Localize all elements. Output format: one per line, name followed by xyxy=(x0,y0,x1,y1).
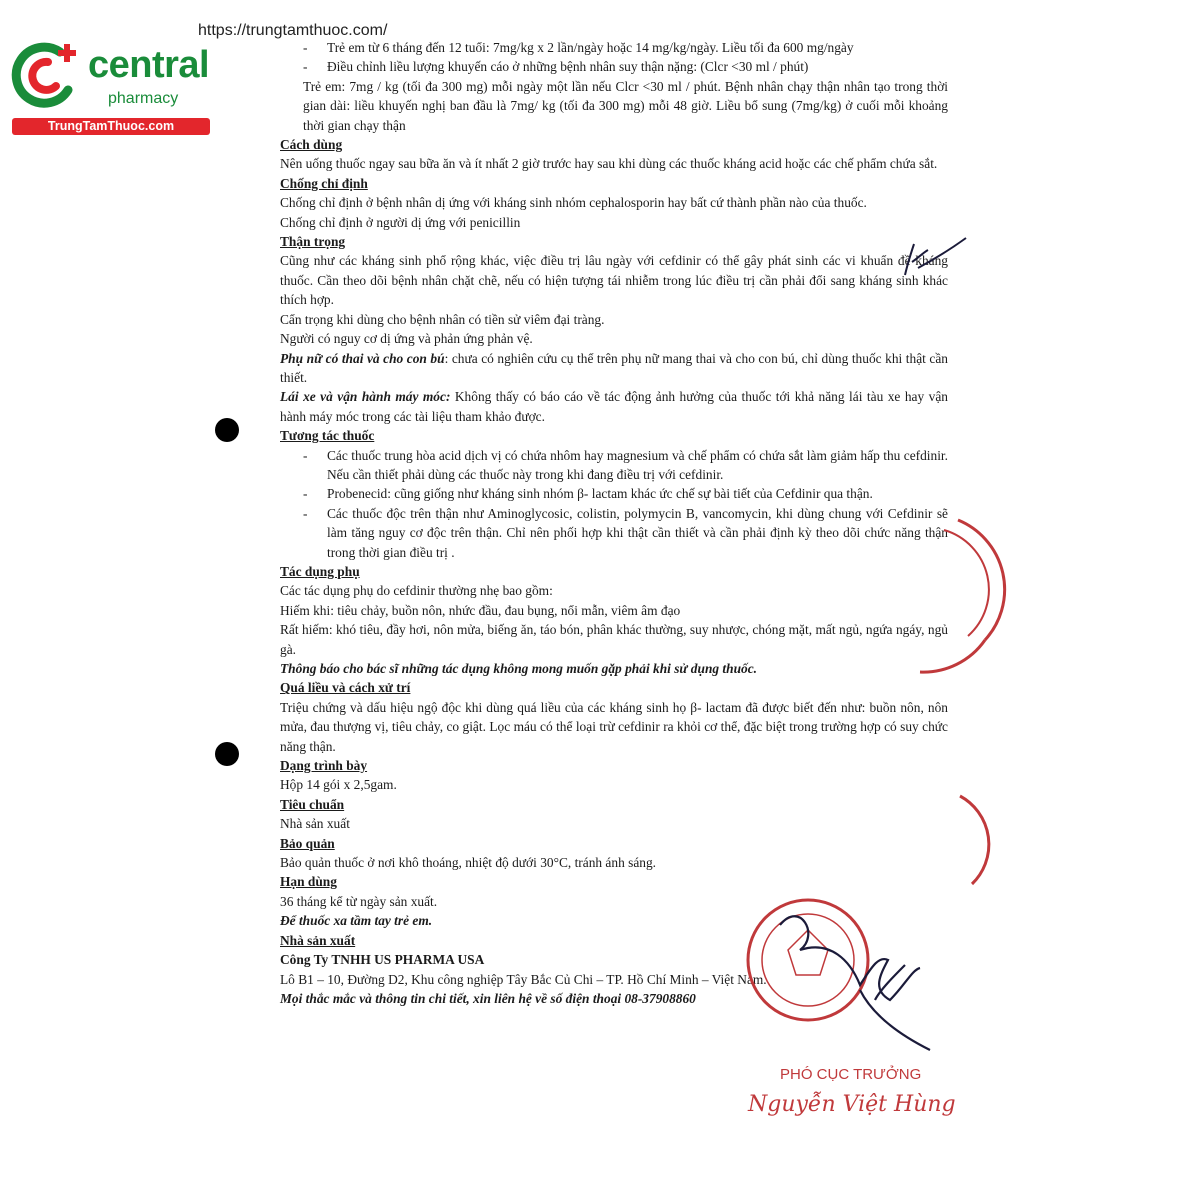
central-pharmacy-logo[interactable] xyxy=(10,38,215,138)
overdose-heading: Quá liều và cách xử trí xyxy=(280,680,411,696)
packaging-heading: Dạng trình bày xyxy=(280,758,368,774)
contact-line: Mọi thắc mắc và thông tin chi tiết, xin liên hệ về số điện thoại 08-37908860 xyxy=(280,990,696,1006)
driving-paragraph xyxy=(280,387,948,426)
side-effects-text: Các tác dụng phụ do cefdinir thường nhẹ bao gồm: xyxy=(280,583,553,599)
company-stamp-arc xyxy=(958,520,1005,640)
interaction-item: - Các thuốc độc trên thận như Aminoglycosic, colistin, polymycin B, vancomycin, khi dùng chung với Cefdinir sẽ làm tăng nguy cơ độc trên thận. Chỉ nên phối hợp khi thật cần thiết và cần phải định kỳ theo dõi chức năng thận trong thời gian điều trị . xyxy=(280,504,948,562)
caution-text: Cũng như các kháng sinh phổ rộng khác, việc điều trị lâu ngày với cefdinir có thể gây phát sinh các vi khuẩn đề kháng thuốc. Cần theo dõi bệnh nhân chặt chẽ, nếu có hiện tượng tái nhiễm trong lúc điều trị cần phải đổi sang kháng sinh khác thích hợp. xyxy=(280,253,948,308)
contraindication-text: Chống chỉ định ở người dị ứng với penicillin xyxy=(280,214,521,230)
contraindication-heading: Chống chỉ định xyxy=(280,175,368,191)
pregnancy-text: : chưa có nghiên cứu cụ thể trên phụ nữ mang thai và cho con bú, chỉ dùng thuốc khi thật cần thiết. xyxy=(280,350,949,385)
side-effects-notice: Thông báo cho bác sĩ những tác dụng không mong muốn gặp phải khi sử dụng thuốc. xyxy=(280,661,758,676)
logo-wordmark: central xyxy=(88,44,210,86)
usage-heading: Cách dùng xyxy=(280,137,343,153)
packaging-text: Hộp 14 gói x 2,5gam. xyxy=(280,777,397,793)
side-effects-text: Hiếm khi: tiêu chảy, buồn nôn, nhức đầu, đau bụng, nổi mẫn, viêm âm đạo xyxy=(280,602,681,618)
caution-heading: Thận trọng xyxy=(280,234,346,250)
leaflet-body xyxy=(280,38,948,1008)
logo-subtitle: pharmacy xyxy=(108,90,179,107)
side-effects-text: Rất hiếm: khó tiêu, đầy hơi, nôn mửa, biếng ăn, táo bón, phân khác thường, suy nhược, chóng mặt, mất ngủ, ngứa ngáy, ngủ gà. xyxy=(280,622,948,657)
storage-heading: Bảo quản xyxy=(280,835,335,851)
standard-text: Nhà sản xuất xyxy=(280,816,350,832)
dosage-line: - Trẻ em từ 6 tháng đến 12 tuổi: 7mg/kg x 2 lần/ngày hoặc 14 mg/kg/ngày. Liều tối đa 600 mg/ngày xyxy=(280,38,948,57)
overdose-text: Triệu chứng và dấu hiệu ngộ độc khi dùng quá liều của các kháng sinh họ β- lactam đã được biết đến như: buồn nôn, nôn mửa, đau thượng vị, tiêu chảy, co giật. Lọc máu có thể loại trừ cefdinir ra khỏi cơ thể, đặc biệt trong trường hợp có suy chức năng thận. xyxy=(280,699,948,754)
driving-label: Lái xe và vận hành máy móc: xyxy=(280,389,451,405)
caution-text: Cẩn trọng khi dùng cho bệnh nhân có tiền sử viêm đại tràng. xyxy=(280,311,605,327)
interaction-item: - Các thuốc trung hòa acid dịch vị có chứa nhôm hay magnesium và chế phẩm có chứa sắt làm giảm hấp thu cefdinir. Nếu cần thiết phải dùng các thuốc này trong khi đang điều trị với cefdinir. xyxy=(280,446,948,485)
manufacturer-address: Lô B1 – 10, Đường D2, Khu công nghiệp Tây Bắc Củ Chi – TP. Hồ Chí Minh – Việt Nam. xyxy=(280,971,767,987)
expiry-text: 36 tháng kể từ ngày sản xuất. xyxy=(280,893,438,909)
usage-text: Nên uống thuốc ngay sau bữa ăn và ít nhất 2 giờ trước hay sau khi dùng các thuốc kháng acid hoặc các chế phẩm chứa sắt. xyxy=(280,156,938,172)
logo-domain-bar: TrungTamThuoc.com xyxy=(12,118,210,135)
logo-mark-icon xyxy=(10,38,86,114)
interaction-item: - Probenecid: cũng giống như kháng sinh nhóm β- lactam khác ức chế sự bài tiết của Cefdinir qua thận. xyxy=(280,484,948,503)
interaction-heading: Tương tác thuốc xyxy=(280,428,375,444)
driving-text: Không thấy có báo cáo về tác động ảnh hưởng của thuốc tới khả năng lái tàu xe hay vận hành máy móc trong các tài liệu tham khảo được. xyxy=(280,389,948,424)
dosage-line: - Điều chỉnh liều lượng khuyến cáo ở những bệnh nhân suy thận nặng: (Clcr <30 ml / phút) xyxy=(280,57,948,76)
manufacturer-name: Công Ty TNHH US PHARMA USA xyxy=(280,952,485,968)
side-effects-heading: Tác dụng phụ xyxy=(280,563,360,579)
source-url[interactable]: https://trungtamthuoc.com/ xyxy=(198,22,388,39)
dosage-paragraph: Trẻ em: 7mg / kg (tối đa 300 mg) mỗi ngày một lần nếu Clcr <30 ml / phút. Bệnh nhân chạy thận nhân tạo trong thời gian dài: liều khuyến nghị ban đầu là 7mg/ kg (tối đa 300 mg) mỗi 48 giờ. Liều bổ sung (7mg/kg) ở cuối mỗi khoảng thời gian chạy thận xyxy=(303,78,948,133)
signatory-title: PHÓ CỤC TRƯỞNG xyxy=(780,1066,922,1083)
pregnancy-paragraph xyxy=(280,349,948,388)
signatory-name: Nguyễn Việt Hùng xyxy=(748,1092,956,1117)
binder-hole-bottom xyxy=(215,742,239,766)
contraindication-text: Chống chỉ định ở bệnh nhân dị ứng với kháng sinh nhóm cephalosporin hay bất cứ thành phần nào của thuốc. xyxy=(280,195,867,211)
caution-text: Người có nguy cơ dị ứng và phản ứng phản vệ. xyxy=(280,331,533,347)
manufacturer-heading: Nhà sản xuất xyxy=(280,932,356,948)
pregnancy-label: Phụ nữ có thai và cho con bú xyxy=(280,350,445,366)
children-warning: Để thuốc xa tầm tay trẻ em. xyxy=(280,913,433,929)
binder-hole-top xyxy=(215,418,239,442)
expiry-heading: Hạn dùng xyxy=(280,874,337,890)
standard-heading: Tiêu chuẩn xyxy=(280,796,345,812)
partial-stamp-arc xyxy=(960,796,989,884)
storage-text: Bảo quản thuốc ở nơi khô thoáng, nhiệt độ dưới 30°C, tránh ánh sáng. xyxy=(280,855,657,871)
